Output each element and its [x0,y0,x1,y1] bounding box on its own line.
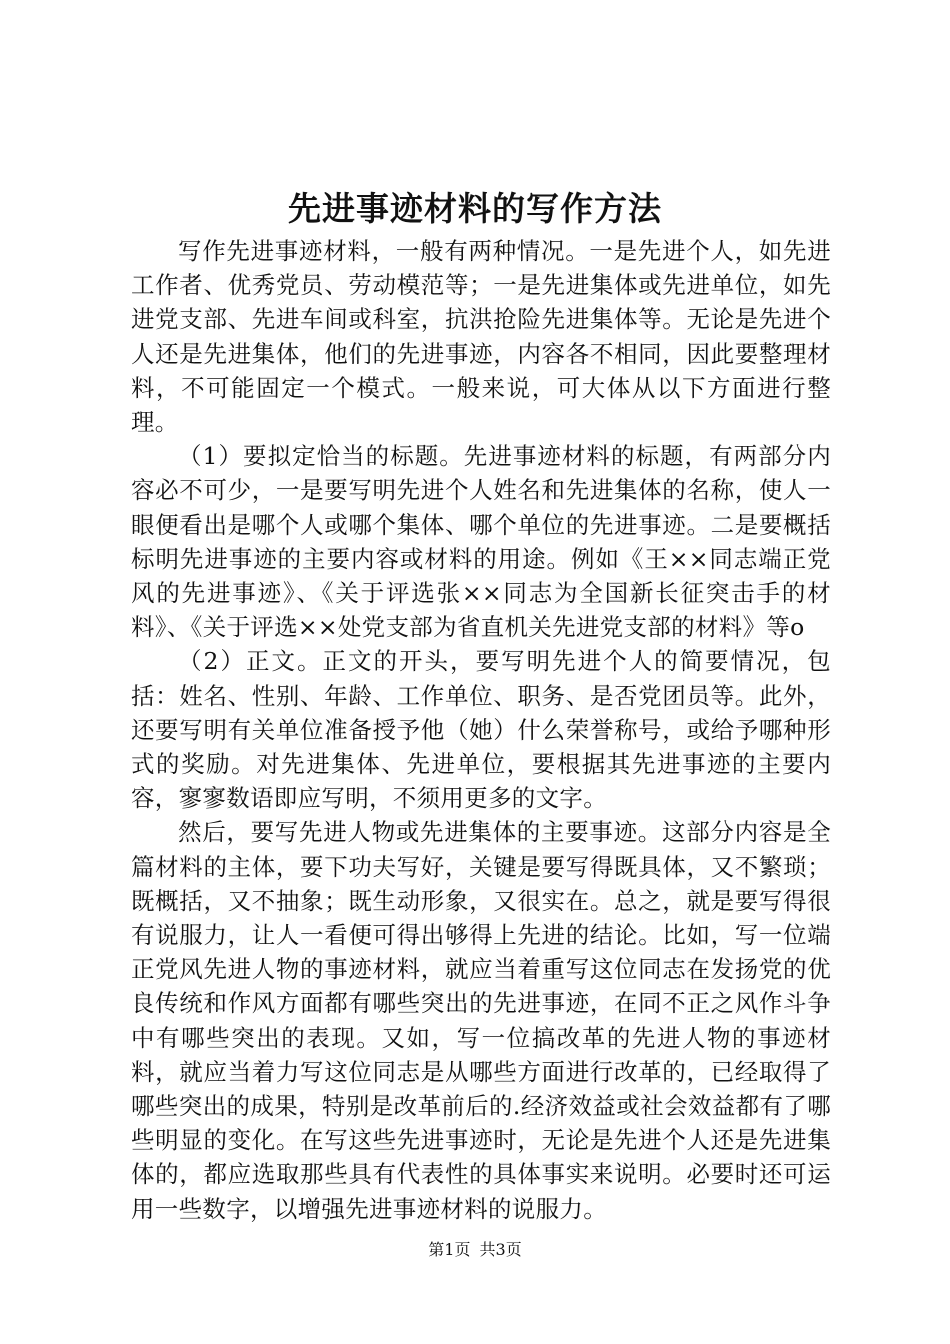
document-title: 先进事迹材料的写作方法 [288,189,662,228]
paragraph-main-deeds: 然后，要写先进人物或先进集体的主要事迹。这部分内容是全篇材料的主体，要下功夫写好，关键是要写得既具体，又不繁琐；既概括，又不抽象；既生动形象，又很实在。总之，就是要写得很有说服力，让人一看便可得出够得上先进的结论。比如，写一位端正党风先进人物的事迹材料，就应当着重写这位同志在发扬党的优良传统和作风方面都有哪些突出的先进事迹，在同不正之风作斗争中有哪些突出的表现。又如，写一位搞改革的先进人物的事迹材料，就应当着力写这位同志是从哪些方面进行改革的，已经取得了哪些突出的成果，特别是改革前后的.经济效益或社会效益都有了哪些明显的变化。在写这些先进事迹时，无论是先进个人还是先进集体的，都应选取那些具有代表性的具体事实来说明。必要时还可运用一些数字，以增强先进事迹材料的说服力。 [131,818,831,1223]
page-footer [0,1238,950,1262]
paragraph-title-section: （1）要拟定恰当的标题。先进事迹材料的标题，有两部分内容必不可少，一是要写明先进个人姓名和先进集体的名称，使人一眼便看出是哪个人或哪个集体、哪个单位的先进事迹。二是要概括标明先进事迹的主要内容或材料的用途。例如《王××同志端正党风的先进事迹》、《关于评选张××同志为全国新长征突击手的材料》、《关于评选××处党支部为省直机关先进党支部的材料》等o [131,442,831,642]
page-total: 共3页 [479,1240,522,1259]
paragraph-intro: 写作先进事迹材料，一般有两种情况。一是先进个人，如先进工作者、优秀党员、劳动模范等；一是先进集体或先进单位，如先进党支部、先进车间或科室，抗洪抢险先进集体等。无论是先进个人还是先进集体，他们的先进事迹，内容各不相同，因此要整理材料，不可能固定一个模式。一般来说，可大体从以下方面进行整理。 [131,237,831,437]
paragraph-body-section: （2）正文。正文的开头，要写明先进个人的简要情况，包括：姓名、性别、年龄、工作单位、职务、是否党团员等。此外，还要写明有关单位准备授予他（她）什么荣誉称号，或给予哪种形式的奖励。对先进集体、先进单位，要根据其先进事迹的主要内容，寥寥数语即应写明，不须用更多的文字。 [131,647,831,813]
document-body [131,234,831,1226]
page-number: 第1页 [428,1240,471,1259]
